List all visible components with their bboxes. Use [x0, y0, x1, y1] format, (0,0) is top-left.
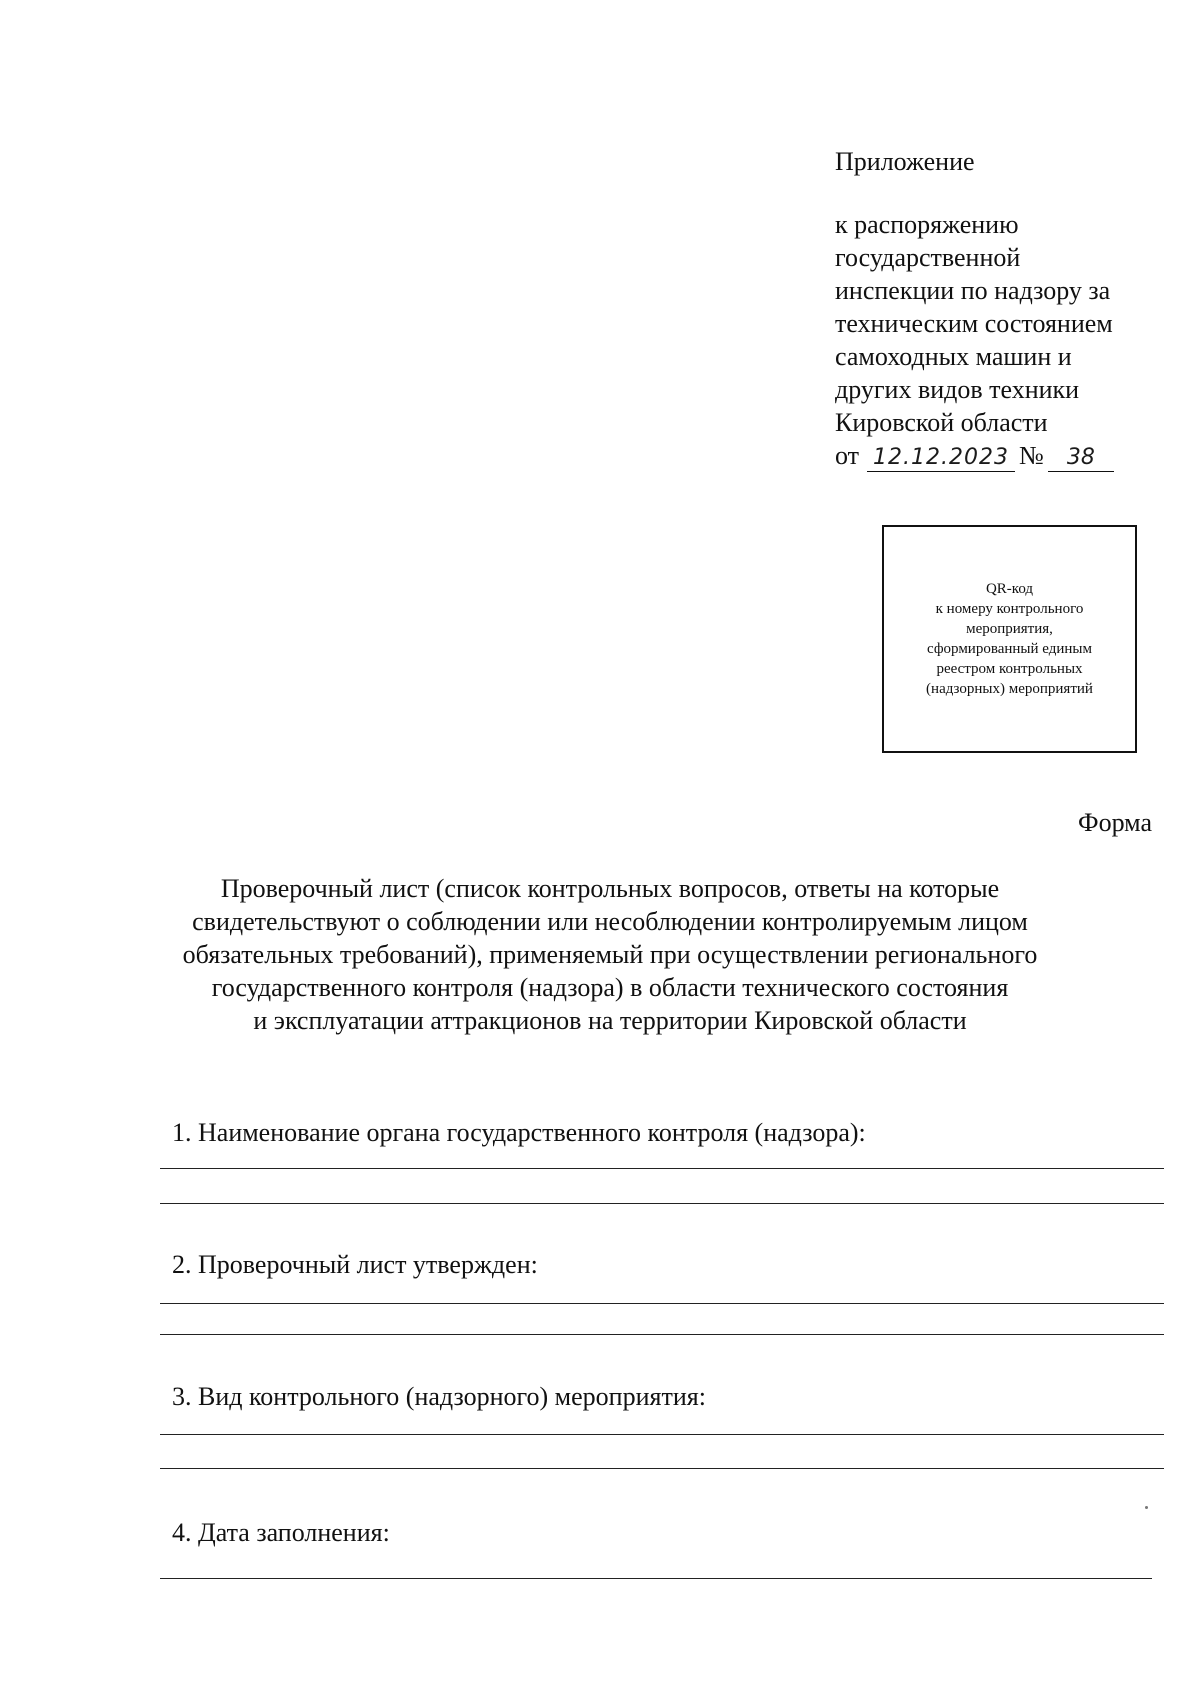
field-label: 3. Вид контрольного (надзорного) мероприятия:: [172, 1382, 706, 1411]
date-prefix: от: [835, 441, 860, 470]
qr-box-line: QR-код: [985, 581, 1034, 597]
field-label: 4. Дата заполнения:: [172, 1518, 390, 1547]
fill-line[interactable]: [160, 1468, 1164, 1469]
document-title-line: Проверочный лист (список контрольных вопросов, ответы на которые: [220, 874, 1000, 903]
handwritten-number: 38: [1048, 445, 1114, 472]
field-label: 1. Наименование органа государственного контроля (надзора):: [172, 1118, 866, 1147]
document-title: [150, 872, 1070, 1037]
qr-box-line: к номеру контрольного: [935, 601, 1084, 617]
appendix-block: [835, 145, 1165, 472]
appendix-line: инспекции по надзору за: [835, 276, 1111, 305]
appendix-line: Кировской области: [835, 408, 1048, 437]
form-label: Форма: [1078, 808, 1152, 837]
fill-line[interactable]: [160, 1334, 1164, 1335]
appendix-date-line: [835, 439, 1165, 472]
qr-box-line: мероприятия,: [966, 621, 1053, 637]
appendix-title: Приложение: [835, 147, 975, 176]
document-title-line: свидетельствуют о соблюдении или несоблюдении контролируемым лицом: [192, 907, 1028, 936]
qr-code-placeholder-box: [882, 525, 1137, 753]
appendix-line: других видов техники: [835, 375, 1080, 404]
qr-box-line: (надзорных) мероприятий: [926, 681, 1093, 697]
fill-line[interactable]: [160, 1303, 1164, 1304]
fill-line[interactable]: [160, 1203, 1164, 1204]
handwritten-date: 12.12.2023: [867, 445, 1015, 472]
fill-line[interactable]: [160, 1434, 1164, 1435]
appendix-line: к распоряжению: [835, 210, 1019, 239]
appendix-line: самоходных машин и: [835, 342, 1072, 371]
field-label: 2. Проверочный лист утвержден:: [172, 1250, 538, 1279]
scan-speck: [1145, 1506, 1148, 1509]
fill-line[interactable]: [160, 1168, 1164, 1169]
qr-box-line: сформированный единым: [926, 641, 1093, 657]
number-sign: №: [1019, 441, 1044, 470]
appendix-line: техническим состоянием: [835, 309, 1113, 338]
document-title-line: обязательных требований), применяемый при осуществлении регионального: [182, 940, 1038, 969]
document-title-line: и эксплуатации аттракционов на территории Кировской области: [253, 1006, 967, 1035]
document-title-line: государственного контроля (надзора) в области технического состояния: [211, 973, 1009, 1002]
appendix-line: государственной: [835, 243, 1021, 272]
fill-line[interactable]: [160, 1578, 1152, 1579]
qr-box-line: реестром контрольных: [936, 661, 1083, 677]
